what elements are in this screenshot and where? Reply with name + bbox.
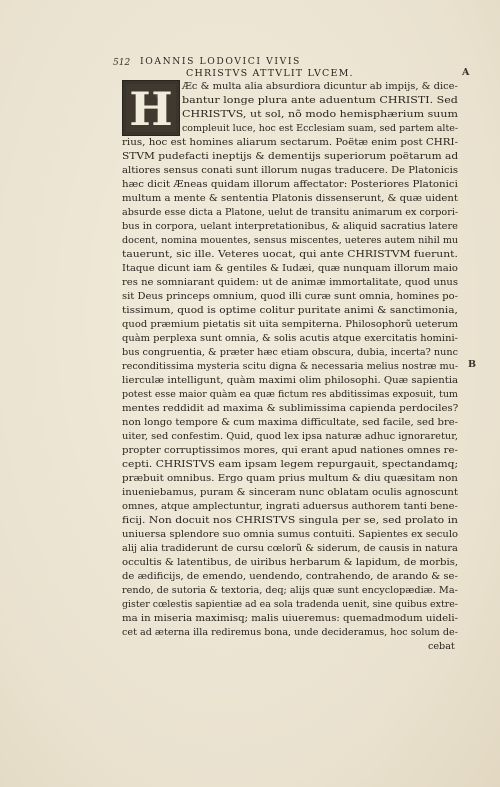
text-line: compleuit luce, hoc est Ecclesiam suam, sed partem alte- [182, 123, 459, 134]
text-line: quàm perplexa sunt omnia, & solis acutis atque exercitatis homini- [122, 333, 458, 344]
text-line: bus congruentia, & præter hæc etiam obscura, dubia, incerta? nunc [122, 347, 459, 358]
text-line: altiores sensus conati sunt illorum nugas traducere. De Platonicis [122, 165, 459, 176]
text-line: tissimum, quod is optime colitur puritate animi & sanctimonia, [122, 305, 458, 316]
margin-letter-b: B [468, 359, 477, 370]
text-line: non longo tempore & cum maxima difficultate, sed facile, sed bre- [122, 417, 459, 428]
text-line: hæc dicit Æneas quidam illorum affectator: Posteriores Platonici [122, 179, 458, 190]
text-line: reconditissima mysteria scitu digna & necessaria melius nostræ mu- [122, 361, 459, 372]
text-line: ficij. Non docuit nos CHRISTVS singula per se, sed prolato in [122, 515, 459, 526]
text-line: sit Deus princeps omnium, quod illi curæ sunt omnia, homines po- [122, 291, 459, 302]
text-line: ma in miseria maximisq; malis uiueremus: quemadmodum uideli- [122, 613, 459, 624]
text-line: tauerunt, sic ille. Veteres uocat, qui ante CHRISTVM fuerunt. [122, 249, 458, 260]
text-line: docent, nomina mouentes, sensus miscentes, ueteres autem nihil mu [122, 235, 459, 246]
running-head [118, 56, 458, 67]
margin-letter-a: A [462, 67, 470, 78]
section-title: CHRISTVS ATTVLIT LVCEM. [186, 68, 354, 79]
text-line: cet ad æterna illa rediremus bona, unde decideramus, hoc solum de- [122, 627, 458, 638]
text-line: omnes, atque amplectuntur, ingrati aduersus authorem tanti bene- [122, 501, 458, 512]
text-line: CHRISTVS, ut sol, nõ modo hemisphærium suum [182, 109, 459, 120]
text-line: de ædificijs, de emendo, uendendo, contrahendo, de arando & se- [122, 571, 458, 582]
text-line: alij alia tradiderunt de cursu cœlorũ & siderum, de causis in natura [122, 543, 458, 554]
text-line: multum a mente & sententia Platonis dissenserunt, & quæ uident [122, 193, 458, 204]
page-number: 512 [113, 58, 131, 68]
text-line: propter corruptissimos mores, qui erant apud nationes omnes re- [122, 445, 458, 456]
text-line: rius, hoc est homines aliarum sectarum. Poëtæ enim post CHRI- [122, 137, 459, 148]
text-line: Æc & multa alia absurdiora dicuntur ab impijs, & dice- [182, 81, 458, 92]
text-line: absurde esse dicta a Platone, uelut de transitu animarum ex corpori- [122, 207, 459, 218]
catchword: cebat [428, 641, 455, 652]
text-line: occultis & latentibus, de uiribus herbarum & lapidum, de morbis, [122, 557, 459, 568]
text-line: gister cœlestis sapientiæ ad ea sola tradenda uenit, sine quibus extre- [122, 599, 458, 610]
text-line: lierculæ intelligunt, quàm maximi olim philosophi. Quæ sapientia [122, 375, 459, 386]
text-line: uniuersa splendore suo omnia sumus contuiti. Sapientes ex seculo [122, 529, 459, 540]
decorated-initial [122, 80, 180, 136]
text-line: Itaque dicunt iam & gentiles & Iudæi, quæ nunquam illorum maio [122, 263, 458, 274]
text-line: uiter, sed confestim. Quid, quod lex ipsa naturæ adhuc ignoraretur, [122, 431, 459, 442]
initial-letter: H [129, 82, 173, 136]
text-line: potest esse maior quàm ea quæ fictum res abditissimas exposuit, tum [122, 389, 458, 400]
text-line: mentes reddidit ad maxima & sublimissima capienda perdociles? [122, 403, 459, 414]
text-line: rendo, de sutoria & textoria, deq; alijs quæ sunt encyclopædiæ. Ma- [122, 585, 458, 596]
text-line: cepti. CHRISTVS eam ipsam legem repurgauit, spectandamq; [122, 459, 459, 470]
text-line: bantur longe plura ante aduentum CHRISTI. Sed [182, 95, 458, 106]
text-line: STVM pudefacti ineptijs & dementijs superiorum poëtarum ad [122, 151, 459, 162]
text-line: quod præmium pietatis sit uita sempiterna. Philosophorũ ueterum [122, 319, 459, 330]
text-line: bus in corpora, uelant interpretationibus, & aliquid sacratius latere [122, 221, 458, 232]
running-head-text: IOANNIS LODOVICI VIVIS [140, 56, 301, 67]
text-line: præbuit omnibus. Ergo quam prius multum & diu quæsitam non [122, 473, 458, 484]
text-line: res ne somniarant quidem: ut de animæ immortalitate, quod unus [122, 277, 459, 288]
text-line: inueniebamus, puram & sinceram nunc oblatam oculis agnoscunt [122, 487, 458, 498]
